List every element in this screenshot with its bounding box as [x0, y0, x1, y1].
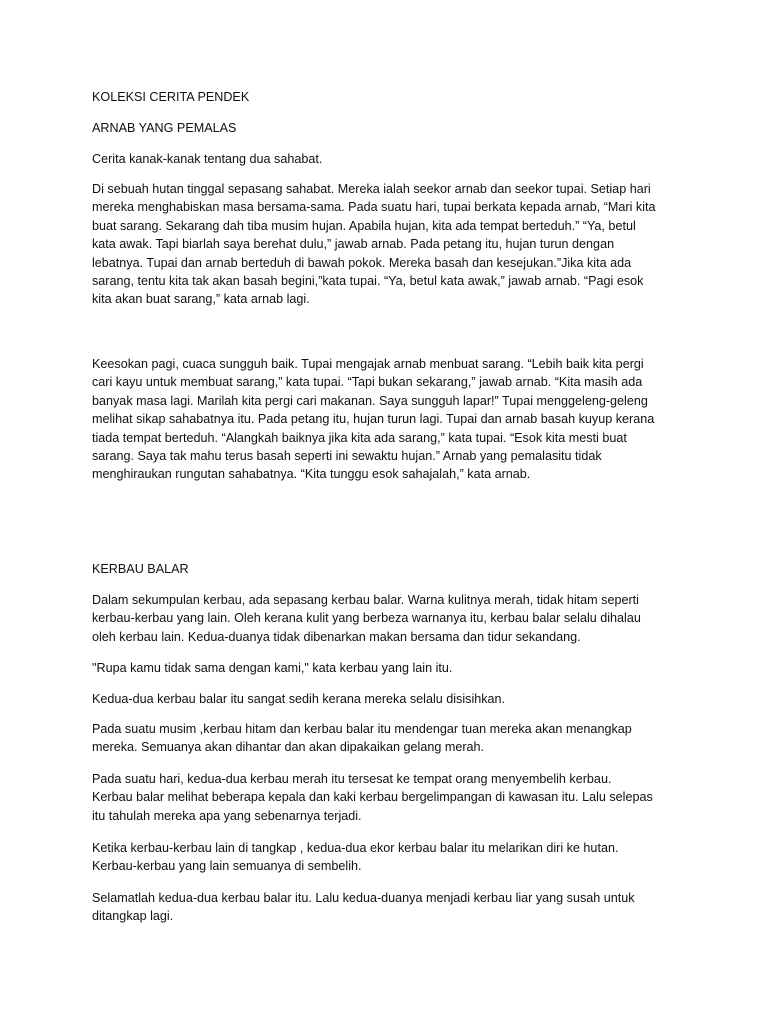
kerbau-paragraph-6: Ketika kerbau-kerbau lain di tangkap , kedua-dua ekor kerbau balar itu melarikan diri ke hutan. Kerbau-kerbau yang lain semuanya di sembelih. [92, 841, 619, 874]
story-title-kerbau: KERBAU BALAR [92, 562, 189, 576]
arnab-paragraph-1: Di sebuah hutan tinggal sepasang sahabat. Mereka ialah seekor arnab dan seekor tupai. Setiap hari mereka menghabiskan masa bersama-sama. Pada suatu hari, tupai berkata kepada arnab, “Mari kita buat sarang. Sekarang dah tiba musim hujan. Apabila hujan, kita ada tempat berteduh.” “Ya, betul kata awak. Tapi biarlah saya berehat dulu,” jawab arnab. Pada petang itu, hujan turun dengan lebatnya. Tupai dan arnab berteduh di bawah pokok. Mereka basah dan kesejukan.”Jika kita ada sarang, tentu kita tak akan basah begini,”kata tupai. “Ya, betul kata awak,” jawab arnab. “Pagi esok kita akan buat sarang,” kata arnab lagi. [92, 182, 656, 307]
kerbau-paragraph-7: Selamatlah kedua-dua kerbau balar itu. Lalu kedua-duanya menjadi kerbau liar yang susah untuk ditangkap lagi. [92, 891, 635, 924]
kerbau-paragraph-5: Pada suatu hari, kedua-dua kerbau merah itu tersesat ke tempat orang menyembelih kerbau. Kerbau balar melihat beberapa kepala dan kaki kerbau bergelimpangan di kawasan itu. Lalu selepas itu tahulah mereka apa yang sebenarnya terjadi. [92, 772, 653, 823]
collection-title: KOLEKSI CERITA PENDEK [92, 90, 250, 104]
kerbau-paragraph-2: "Rupa kamu tidak sama dengan kami," kata kerbau yang lain itu. [92, 661, 453, 675]
kerbau-paragraph-4: Pada suatu musim ,kerbau hitam dan kerbau balar itu mendengar tuan mereka akan menangkap mereka. Semuanya akan dihantar dan akan dipakaikan gelang merah. [92, 722, 632, 755]
arnab-paragraph-2: Keesokan pagi, cuaca sungguh baik. Tupai mengajak arnab menbuat sarang. “Lebih baik kita pergi cari kayu untuk membuat sarang,” kata tupai. “Tapi bukan sekarang,” jawab arnab. “Kita masih ada banyak masa lagi. Marilah kita pergi cari makanan. Saya sungguh lapar!” Tupai menggeleng-geleng melihat sikap sahabatnya itu. Pada petang itu, hujan turun lagi. Tupai dan arnab basah kuyup kerana tiada tempat berteduh. “Alangkah baiknya jika kita ada sarang,” kata tupai. “Esok kita mesti buat sarang. Saya tak mahu terus basah seperti ini sewaktu hujan.” Arnab yang pemalasitu tidak menghiraukan rungutan sahabatnya. “Kita tunggu esok sahajalah,” kata arnab. [92, 357, 655, 482]
story-subtitle-arnab: Cerita kanak-kanak tentang dua sahabat. [92, 152, 323, 166]
story-title-arnab: ARNAB YANG PEMALAS [92, 121, 237, 135]
kerbau-paragraph-1: Dalam sekumpulan kerbau, ada sepasang kerbau balar. Warna kulitnya merah, tidak hitam seperti kerbau-kerbau yang lain. Oleh kerana kulit yang berbeza warnanya itu, kerbau balar selalu dihalau oleh kerbau lain. Kedua-duanya tidak dibenarkan makan bersama dan tidur sekandang. [92, 593, 641, 644]
kerbau-paragraph-3: Kedua-dua kerbau balar itu sangat sedih kerana mereka selalu disisihkan. [92, 692, 506, 706]
